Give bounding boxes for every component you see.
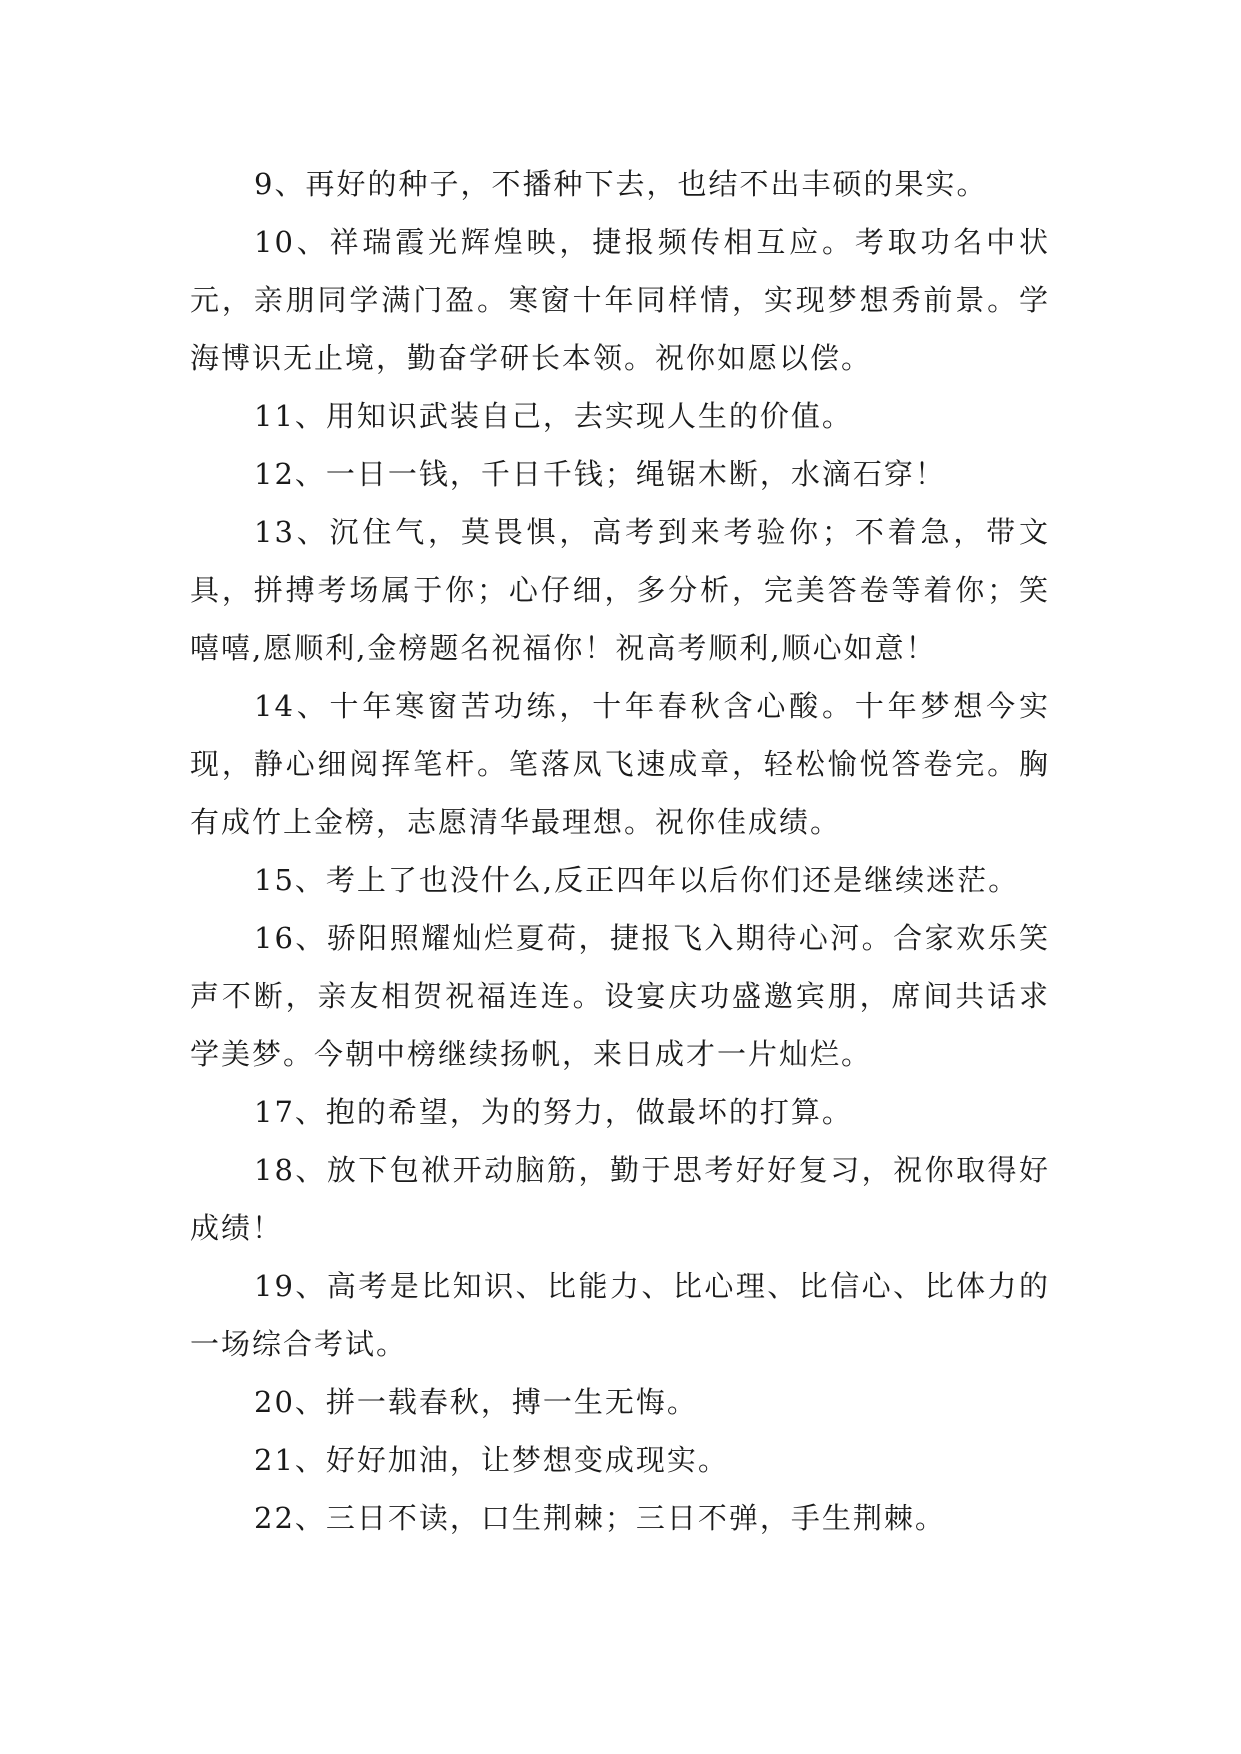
paragraph: 18、放下包袱开动脑筋，勤于思考好好复习，祝你取得好成绩！ <box>190 1153 1050 1245</box>
paragraph: 22、三日不读，口生荆棘；三日不弹，手生荆棘。 <box>254 1501 946 1535</box>
document-body <box>190 155 1050 1547</box>
paragraph: 21、好好加油，让梦想变成现实。 <box>254 1443 729 1477</box>
paragraph: 19、高考是比知识、比能力、比心理、比信心、比体力的一场综合考试。 <box>190 1269 1050 1361</box>
paragraph: 16、骄阳照耀灿烂夏荷，捷报飞入期待心河。合家欢乐笑声不断，亲友相贺祝福连连。设宴庆功盛邀宾朋，席间共话求学美梦。今朝中榜继续扬帆，来日成才一片灿烂。 <box>190 921 1050 1071</box>
paragraph: 15、考上了也没什么,反正四年以后你们还是继续迷茫。 <box>254 863 1020 897</box>
paragraph: 13、沉住气，莫畏惧，高考到来考验你；不着急，带文具，拼搏考场属于你；心仔细，多分析，完美答卷等着你；笑嘻嘻,愿顺利,金榜题名祝福你！祝高考顺利,顺心如意！ <box>190 515 1050 665</box>
paragraph: 20、拼一载春秋，搏一生无悔。 <box>254 1385 698 1419</box>
paragraph: 14、十年寒窗苦功练，十年春秋含心酸。十年梦想今实现，静心细阅挥笔杆。笔落凤飞速成章，轻松愉悦答卷完。胸有成竹上金榜，志愿清华最理想。祝你佳成绩。 <box>190 689 1050 839</box>
paragraph: 17、抱的希望，为的努力，做最坏的打算。 <box>254 1095 853 1129</box>
paragraph: 10、祥瑞霞光辉煌映，捷报频传相互应。考取功名中状元，亲朋同学满门盈。寒窗十年同样情，实现梦想秀前景。学海博识无止境，勤奋学研长本领。祝你如愿以偿。 <box>190 225 1050 375</box>
paragraph: 11、用知识武装自己，去实现人生的价值。 <box>254 399 853 433</box>
paragraph: 12、一日一钱，千日千钱；绳锯木断，水滴石穿！ <box>254 457 946 491</box>
paragraph: 9、再好的种子，不播种下去，也结不出丰硕的果实。 <box>254 167 988 201</box>
